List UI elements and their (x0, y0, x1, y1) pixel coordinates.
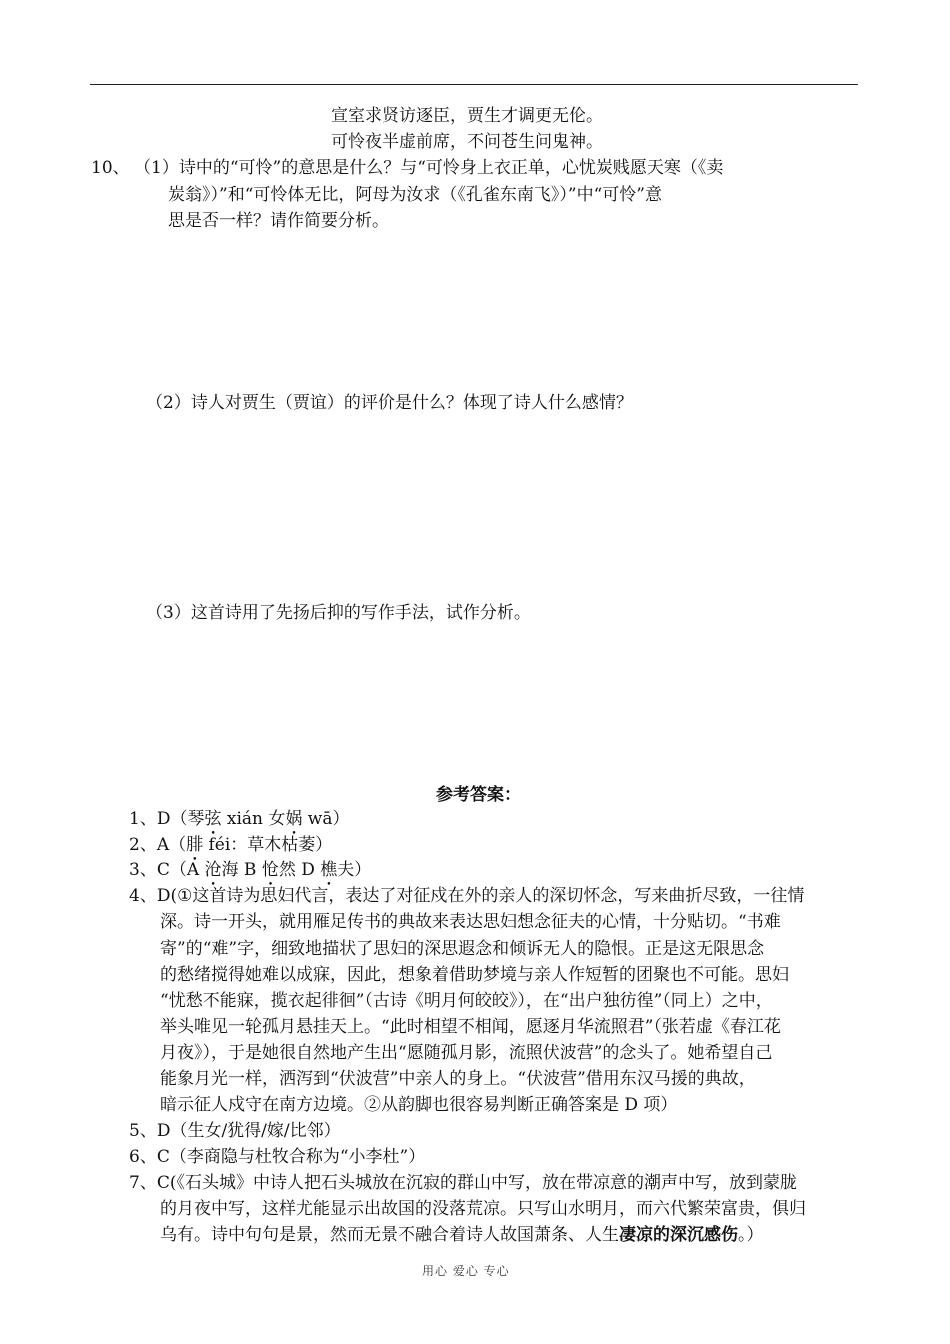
answer-1-suffix: wā） (302, 809, 350, 829)
answer-2-prefix: 2、A（ (129, 835, 187, 855)
answer-3-dotted-char-1: 沧 (204, 860, 222, 880)
question-part1-line3: 思是否一样？请作简要分析。 (168, 211, 389, 231)
answer-3-mid-2: 然 D (278, 860, 321, 880)
question-part1-line2: 炭翁》）”和“可怜体无比，阿母为汝求（《孔雀东南飞》）”中“可怜”意 (168, 185, 662, 205)
question-part1-line1: （1）诗中的“可怜”的意思是什么？与“可怜身上衣正单，心忧炭贱愿天寒（《卖 (134, 158, 724, 178)
answer-5: 5、D（生女/犹得/嫁/比邻） (129, 1121, 341, 1141)
header-rule (90, 84, 858, 85)
answer-7-line-3 (160, 1220, 764, 1245)
answer-3-prefix: 3、C（A (129, 860, 205, 880)
answers-heading: 参考答案： (436, 785, 521, 805)
answer-4-line-8: 能象月光一样，洒泻到“伏波营”中亲人的身上。“伏波营”借用东汉马援的典故， (160, 1069, 756, 1089)
answer-4-line-9: 暗示征人戍守在南方边境。②从韵脚也很容易判断正确答案是 D 项） (160, 1095, 678, 1115)
poem-line-1: 宣室求贤访逐臣，贾生才调更无伦。 (331, 106, 603, 126)
answer-3-suffix: 夫） (337, 860, 372, 880)
question-number: 10、 (91, 158, 130, 178)
answer-2-dotted-char: 腓 (186, 835, 204, 855)
answer-3-dotted-char-2: 怆 (261, 860, 279, 880)
answer-4-line-4: 的愁绪搅得她难以成寐，因此，想象着借助梦境与亲人作短暂的团聚也不可能。思妇 (160, 965, 789, 985)
answer-3-mid-1: 海 B (221, 860, 262, 880)
answer-4-line-5: “忧愁不能寐，揽衣起徘徊”（古诗《明月何皎皎》），在“出户独彷徨”（同上）之中， (160, 991, 773, 1011)
question-part3: （3）这首诗用了先扬后抑的写作手法，试作分析。 (146, 603, 531, 623)
answer-1-prefix: 1、D（琴 (129, 809, 205, 829)
answer-7-line-3-bold: 凄凉的深沉感伤 (619, 1225, 738, 1245)
answer-4-line-7: 月夜》），于是她很自然地产生出“愿随孤月影，流照伏波营”的念头了。她希望自己 (160, 1043, 773, 1063)
answer-1-dotted-char-1: 弦 (204, 809, 222, 829)
answer-1-dotted-char-2: 娲 (285, 809, 303, 829)
answer-4-line-6: 举头唯见一轮孤月悬挂天上。“此时相望不相闻，愿逐月华流照君”（张若虚《春江花 (160, 1017, 781, 1037)
answer-3-dotted-char-3: 樵 (320, 860, 338, 880)
answer-7-line-1: 7、C(《石头城》中诗人把石头城放在沉寂的群山中写，放在带凉意的潮声中写，放到蒙胧 (129, 1173, 797, 1193)
answer-7-line-2: 的月夜中写，这样尤能显示出故国的没落荒凉。只写山水明月，而六代繁荣富贵，俱归 (160, 1199, 806, 1219)
answer-4-line-3: 寄”的“难”字，细致地描状了思妇的深思遐念和倾诉无人的隐恨。正是这无限思念 (160, 939, 765, 959)
answer-7-line-3-end: 。） (738, 1225, 764, 1245)
answer-2-suffix: féi：草木枯萎） (203, 835, 333, 855)
question-part2: （2）诗人对贾生（贾谊）的评价是什么？体现了诗人什么感情？ (146, 393, 633, 413)
answer-1-mid: xián 女 (221, 809, 286, 829)
answer-4-line-1: 4、D(①这首诗为思妇代言，表达了对征戍在外的亲人的深切怀念，写来曲折尽致，一往情 (129, 886, 805, 906)
answer-7-line-3-plain: 乌有。诗中句句是景，然而无景不融合着诗人故国萧条、人生 (160, 1225, 619, 1245)
answer-6: 6、C（李商隐与杜牧合称为“小李杜”） (129, 1147, 426, 1167)
answer-4-line-2: 深。诗一开头，就用雁足传书的典故来表达思妇想念征夫的心情，十分贴切。“书难 (160, 912, 781, 932)
page-footer: 用心 爱心 专心 (422, 1264, 510, 1278)
poem-line-2: 可怜夜半虚前席，不问苍生问鬼神。 (331, 132, 603, 152)
